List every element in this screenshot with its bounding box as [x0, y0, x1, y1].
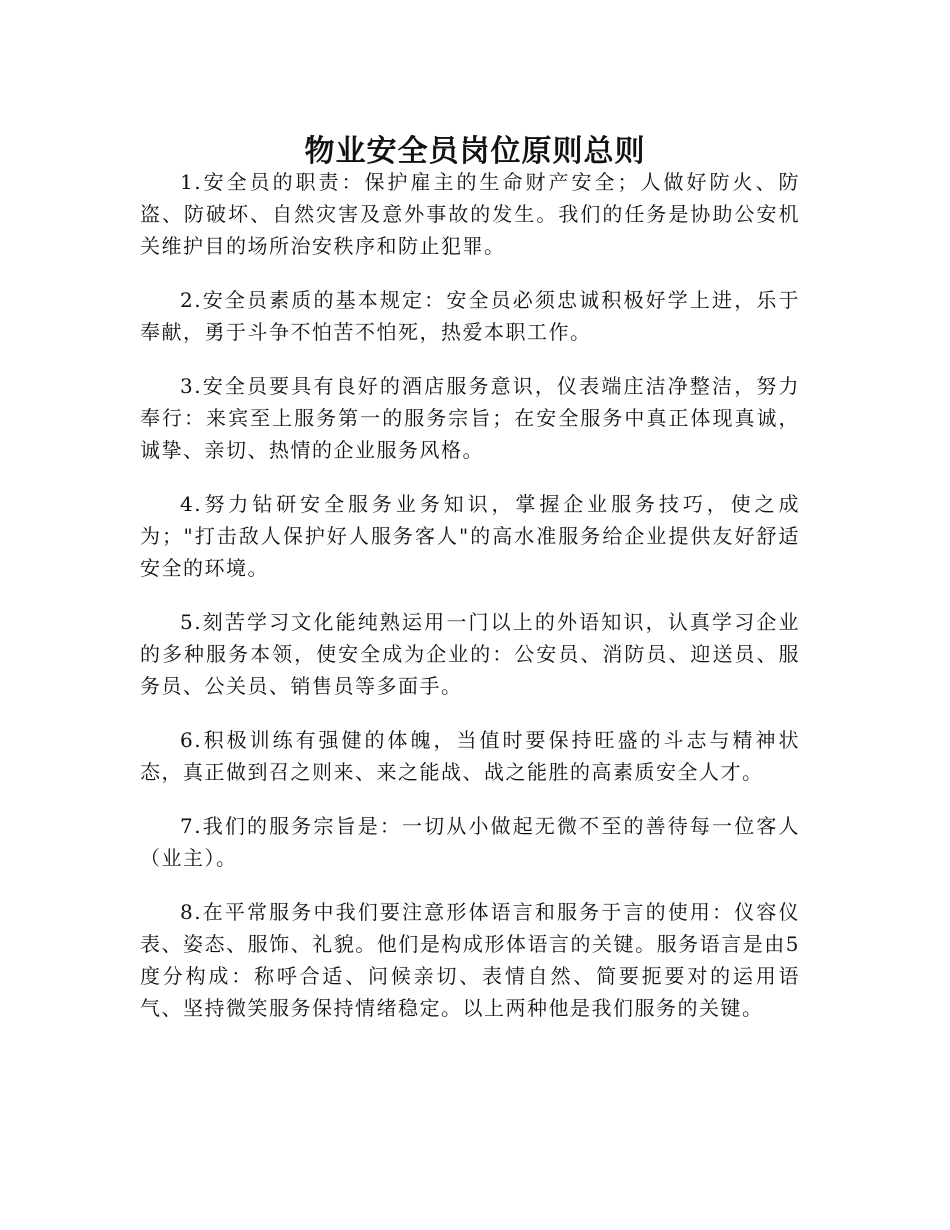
paragraph-3: 3.安全员要具有良好的酒店服务意识，仪表端庄洁净整洁，努力奉行：来宾至上服务第一的服务宗旨；在安全服务中真正体现真诚，诚挚、亲切、热情的企业服务风格。: [140, 374, 800, 462]
paragraph-4: 4.努力钻研安全服务业务知识，掌握企业服务技巧，使之成为；"打击敌人保护好人服务客人"的高水准服务给企业提供友好舒适安全的环境。: [140, 492, 800, 580]
paragraph-5: 5.刻苦学习文化能纯熟运用一门以上的外语知识，认真学习企业的多种服务本领，使安全成为企业的：公安员、消防员、迎送员、服务员、公关员、销售员等多面手。: [140, 610, 800, 698]
paragraph-6: 6.积极训练有强健的体魄，当值时要保持旺盛的斗志与精神状态，真正做到召之则来、来之能战、战之能胜的高素质安全人才。: [140, 728, 800, 784]
paragraph-2: 2.安全员素质的基本规定：安全员必须忠诚积极好学上进，乐于奉献，勇于斗争不怕苦不怕死，热爱本职工作。: [140, 288, 800, 344]
paragraph-7: 7.我们的服务宗旨是：一切从小做起无微不至的善待每一位客人（业主）。: [140, 814, 800, 870]
paragraph-8: 8.在平常服务中我们要注意形体语言和服务于言的使用：仪容仪表、姿态、服饰、礼貌。他们是构成形体语言的关键。服务语言是由5度分构成：称呼合适、问候亲切、表情自然、简要扼要对的运用语气、坚持微笑服务保持情绪稳定。以上两种他是我们服务的关键。: [140, 900, 800, 1020]
document-body: [140, 166, 800, 1046]
document-title: 物业安全员岗位原则总则: [304, 134, 646, 170]
paragraph-1: 1.安全员的职责：保护雇主的生命财产安全；人做好防火、防盗、防破坏、自然灾害及意外事故的发生。我们的任务是协助公安机关维护目的场所治安秩序和防止犯罪。: [140, 170, 800, 258]
